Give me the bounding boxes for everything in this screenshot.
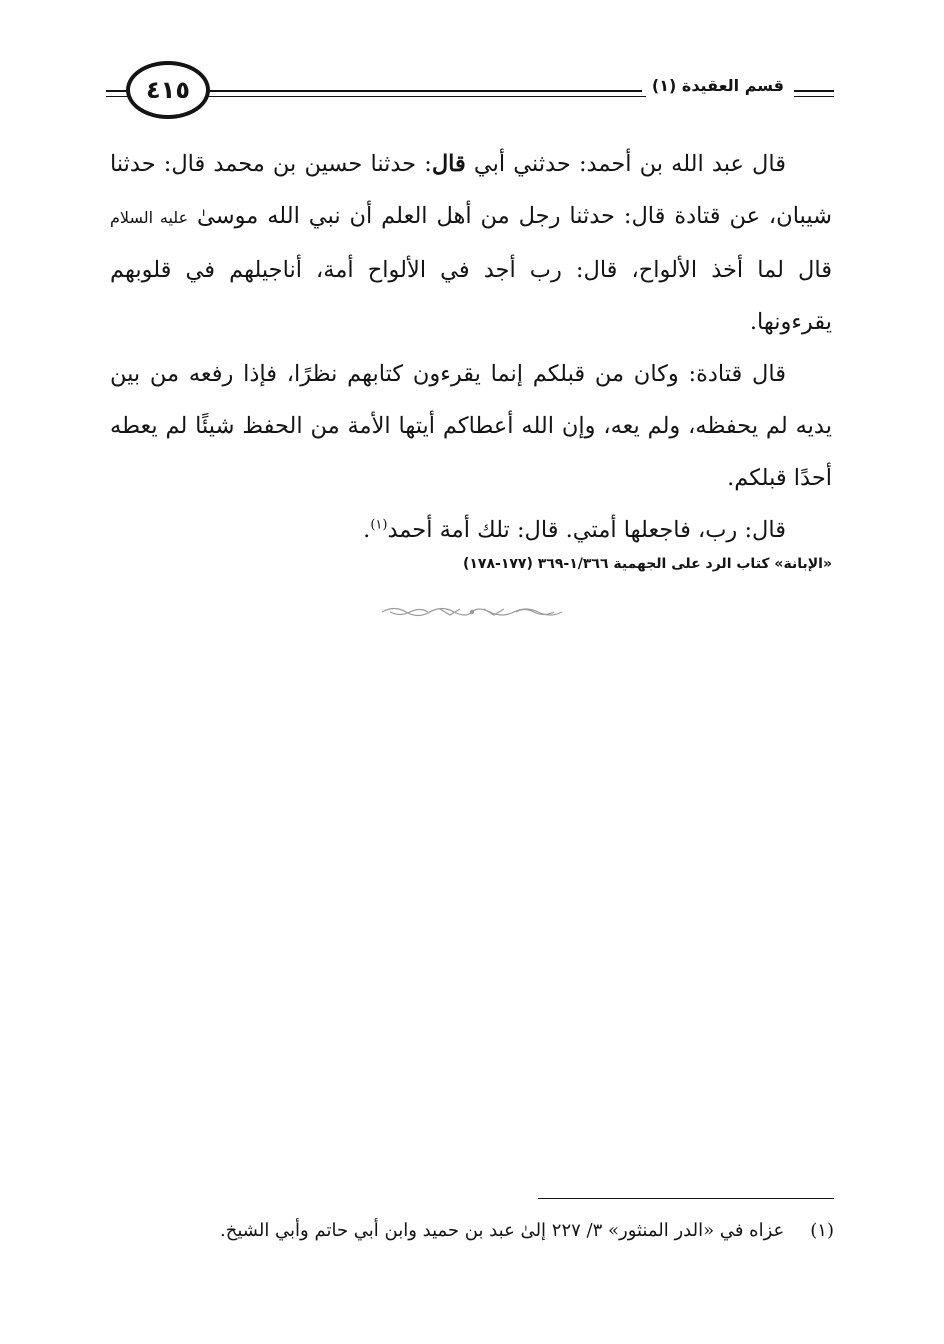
page-number-badge bbox=[126, 61, 210, 119]
paragraph-1-bold-word: قال bbox=[431, 151, 466, 177]
header-rule-middle-top bbox=[206, 90, 646, 92]
ornament-divider bbox=[380, 604, 564, 620]
source-citation: «الإبانة» كتاب الرد على الجهمية ١/٣٦٦-٣٦٩ (١٧٧-١٧٨) bbox=[462, 556, 832, 572]
page-number: ٤١٥ bbox=[146, 76, 190, 104]
paragraph-1-part-1: قال عبد الله بن أحمد: حدثني أبي bbox=[465, 151, 786, 177]
header-rule-right-top bbox=[794, 90, 834, 92]
paragraph-2: قال قتادة: وكان من قبلكم إنما يقرءون كتابهم نظرًا، فإذا رفعه من بين يديه لم يحفظه، ولم يعه، وإن الله أعطاكم أيتها الأمة من الحفظ شيئًا لم يعطه أحدًا قبلكم. bbox=[110, 361, 832, 491]
page-header bbox=[0, 0, 944, 140]
honorific-glyph: عليه السلام bbox=[110, 208, 189, 227]
paragraph-3-end: . bbox=[363, 517, 371, 543]
running-title: قسم العقيدة (١) bbox=[642, 76, 794, 95]
paragraph-1-part-2: : حدثنا حسين بن محمد قال: حدثنا شيبان، عن قتادة قال: حدثنا رجل من أهل العلم أن نبي الله موسىٰ bbox=[110, 151, 832, 229]
paragraph-1-part-3: قال لما أخذ الألواح، قال: رب أجد في الألواح أمة، أناجيلهم في قلوبهم يقرءونها. bbox=[110, 257, 832, 335]
header-rule-middle-bottom bbox=[206, 96, 646, 97]
header-rule-right-bottom bbox=[794, 96, 834, 97]
footnote-text: عزاه في «الدر المنثور» ٣/ ٢٢٧ إلىٰ عبد بن حميد وابن أبي حاتم وأبي الشيخ. bbox=[220, 1220, 785, 1241]
paragraph-3-text: قال: رب، فاجعلها أمتي. قال: تلك أمة أحمد bbox=[387, 517, 786, 543]
footnote-divider bbox=[538, 1198, 834, 1199]
footnote bbox=[220, 1220, 834, 1241]
paragraph-1 bbox=[110, 138, 832, 348]
footnote-number: (١) bbox=[810, 1220, 834, 1241]
paragraph-3 bbox=[110, 504, 832, 556]
main-text bbox=[110, 138, 832, 556]
footnote-reference: (١) bbox=[370, 517, 388, 533]
